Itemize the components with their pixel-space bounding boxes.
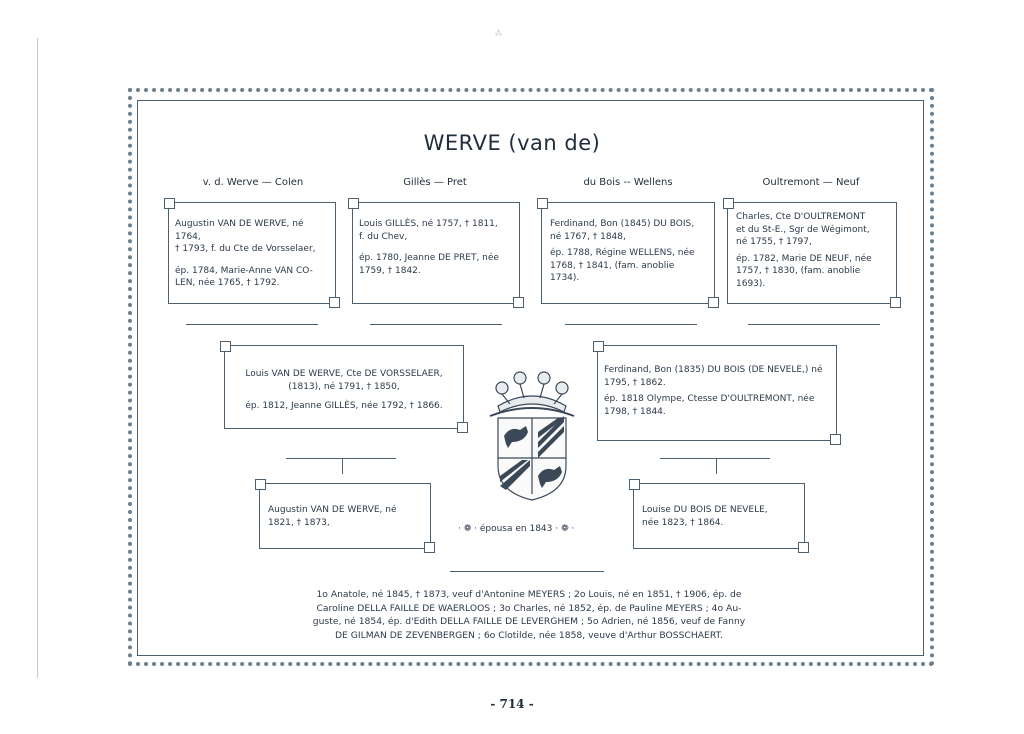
- grandparent-box-werve-colen: [168, 202, 336, 304]
- grandparent-text: ép. 1784, Marie-Anne VAN CO-: [175, 265, 313, 276]
- connector-line: [748, 324, 880, 325]
- parent-text: 1798, † 1844.: [604, 406, 666, 417]
- grandparent-text: Louis GILLÈS, né 1757, † 1811,: [359, 219, 498, 229]
- grandparent-text: 1757, † 1830, (fam. anoblie: [736, 266, 861, 276]
- grandparent-text: 1734).: [550, 273, 580, 283]
- couple-text: Louise DU BOIS DE NEVELE,: [642, 505, 768, 515]
- parent-text: Louis VAN DE WERVE, Cte DE VORSSELAER,: [245, 369, 443, 379]
- grandparent-text: ép. 1788, Régine WELLENS, née: [550, 248, 695, 258]
- connector-line: [716, 458, 717, 474]
- grandparent-text: né 1755, † 1797,: [736, 237, 812, 247]
- connector-line: [342, 458, 343, 474]
- grandparent-text: f. du Chev,: [359, 231, 408, 242]
- parent-text: (1813), né 1791, † 1850,: [288, 381, 400, 392]
- couple-text: née 1823, † 1864.: [642, 517, 724, 528]
- couple-text: Augustin VAN DE WERVE, né: [268, 505, 397, 515]
- grandparent-text: LEN, née 1765, † 1792.: [175, 278, 280, 288]
- parent-box-du-bois: [597, 345, 837, 441]
- grandparent-box-gilles-pret: [352, 202, 520, 304]
- couple-text: 1821, † 1873,: [268, 517, 330, 528]
- separator-line: [450, 571, 604, 572]
- page-number: - 714 -: [490, 697, 534, 711]
- notes-line: DE GILMAN DE ZEVENBERGEN ; 6o Clotilde, née 1858, veuve d'Arthur BOSSCHAERT.: [334, 629, 723, 641]
- column-heading-3: du Bois -- Wellens: [583, 177, 673, 188]
- notes-line: guste, né 1854, ép. d'Edith DELLA FAILLE DE LEVERGHEM ; 5o Adrien, né 1856, veuf de Fanny: [312, 616, 746, 627]
- notes-line: 1o Anatole, né 1845, † 1873, veuf d'Antonine MEYERS ; 2o Louis, né en 1851, † 1906, ép. de: [316, 589, 742, 600]
- coat-of-arms: [480, 366, 584, 506]
- couple-box-augustin: [259, 483, 431, 549]
- marriage-note: · ❁ · épousa en 1843 · ❁ ·: [458, 524, 575, 534]
- parent-text: ép. 1812, Jeanne GILLÈS, née 1792, † 1866.: [245, 401, 443, 411]
- children-notes: [296, 588, 762, 642]
- connector-line: [286, 458, 396, 459]
- notes-line: Caroline DELLA FAILLE DE WAERLOOS ; 3o Charles, né 1852, ép. de Pauline MEYERS ; 4o Au-: [316, 602, 742, 614]
- grandparent-text: né 1767, † 1848,: [550, 231, 626, 242]
- grandparent-text: et du St-E., Sgr de Wégimont,: [736, 224, 870, 235]
- parent-text: ép. 1818 Olympe, Ctesse D'OULTREMONT, née: [604, 394, 815, 404]
- grandparent-text: 1693).: [736, 278, 766, 289]
- grandparent-text: 1759, † 1842.: [359, 265, 421, 276]
- parent-box-van-de-werve: [224, 345, 464, 429]
- page-title: WERVE (van de): [423, 131, 601, 155]
- parent-text: 1795, † 1862.: [604, 377, 666, 388]
- couple-box-louise: [633, 483, 805, 549]
- page-mark: ⁂: [495, 30, 502, 38]
- grandparent-text: ép. 1780, Jeanne DE PRET, née: [359, 253, 499, 263]
- grandparent-text: † 1793, f. du Cte de Vorsselaer,: [175, 244, 316, 254]
- grandparent-text: 1768, † 1841, (fam. anoblie: [550, 260, 675, 271]
- column-heading-4: Oultremont — Neuf: [762, 177, 860, 188]
- connector-line: [565, 324, 697, 325]
- grandparent-box-bois-wellens: [541, 202, 715, 304]
- grandparent-box-oultremont-neuf: [727, 202, 897, 304]
- connector-line: [370, 324, 502, 325]
- grandparent-text: Ferdinand, Bon (1845) DU BOIS,: [550, 219, 695, 229]
- connector-line: [186, 324, 318, 325]
- column-heading-2: Gillès — Pret: [403, 177, 467, 188]
- grandparent-text: Charles, Cte D'OULTREMONT: [736, 212, 866, 222]
- column-heading-1: v. d. Werve — Colen: [202, 177, 304, 188]
- connector-line: [660, 458, 770, 459]
- grandparent-text: Augustin VAN DE WERVE, né 1764,: [175, 219, 304, 242]
- parent-text: Ferdinand, Bon (1835) DU BOIS (DE NEVELE,) né: [604, 365, 823, 375]
- grandparent-text: ép. 1782, Marie DE NEUF, née: [736, 253, 872, 264]
